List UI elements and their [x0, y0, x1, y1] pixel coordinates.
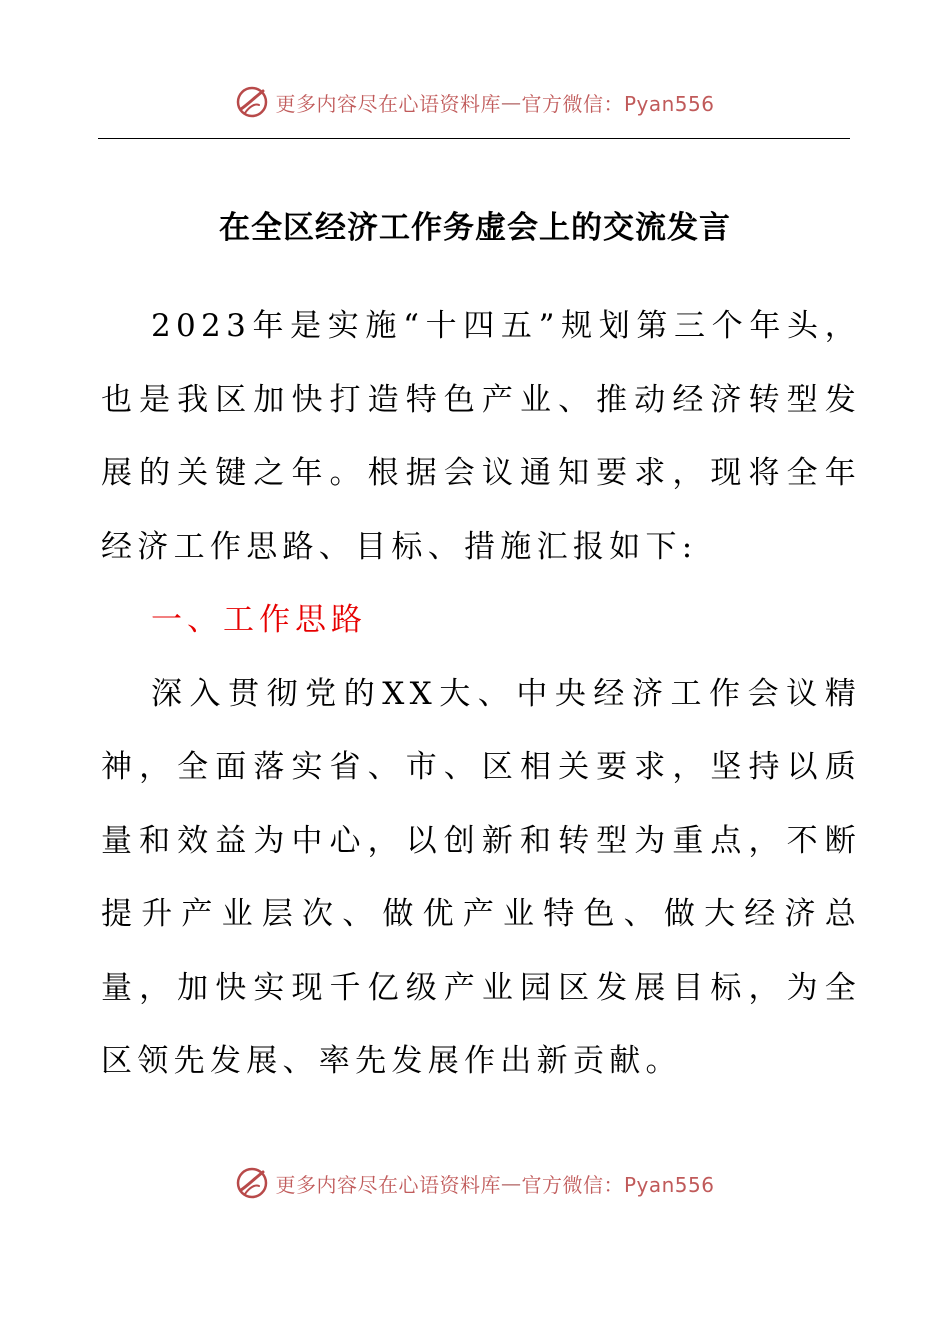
banner-separator: —: [500, 1171, 522, 1195]
banner-separator: —: [500, 90, 522, 114]
section-heading: 一、工作思路: [151, 602, 367, 638]
brush-logo-icon: [235, 85, 269, 119]
header-rule: [98, 138, 850, 139]
paragraph-work-ideas: 深入贯彻党的XX大、中央经济工作会议精神，全面落实省、市、区相关要求，坚持以质量和效益为中心，以创新和转型为重点，不断提升产业层次、做优产业特色、做大经济总量，加快实现千亿级产业园区发展目标，为全区领先发展、率先发展作出新贡献。: [101, 675, 861, 1079]
banner-text: 更多内容尽在心语资料库: [275, 91, 501, 116]
document-body: [101, 290, 861, 1099]
brush-logo-icon: [235, 1166, 269, 1200]
banner-text: 更多内容尽在心语资料库: [275, 1172, 501, 1197]
paragraph-intro: 2023年是实施“十四五”规划第三个年头，也是我区加快打造特色产业、推动经济转型发展的关键之年。根据会议通知要求，现将全年经济工作思路、目标、措施汇报如下:: [101, 308, 861, 565]
header-banner: [0, 82, 950, 122]
footer-banner: [0, 1163, 950, 1203]
document-title: 在全区经济工作务虚会上的交流发言: [219, 210, 731, 246]
banner-wechat: 官方微信：Pyan556: [521, 91, 715, 116]
banner-wechat: 官方微信：Pyan556: [521, 1172, 715, 1197]
